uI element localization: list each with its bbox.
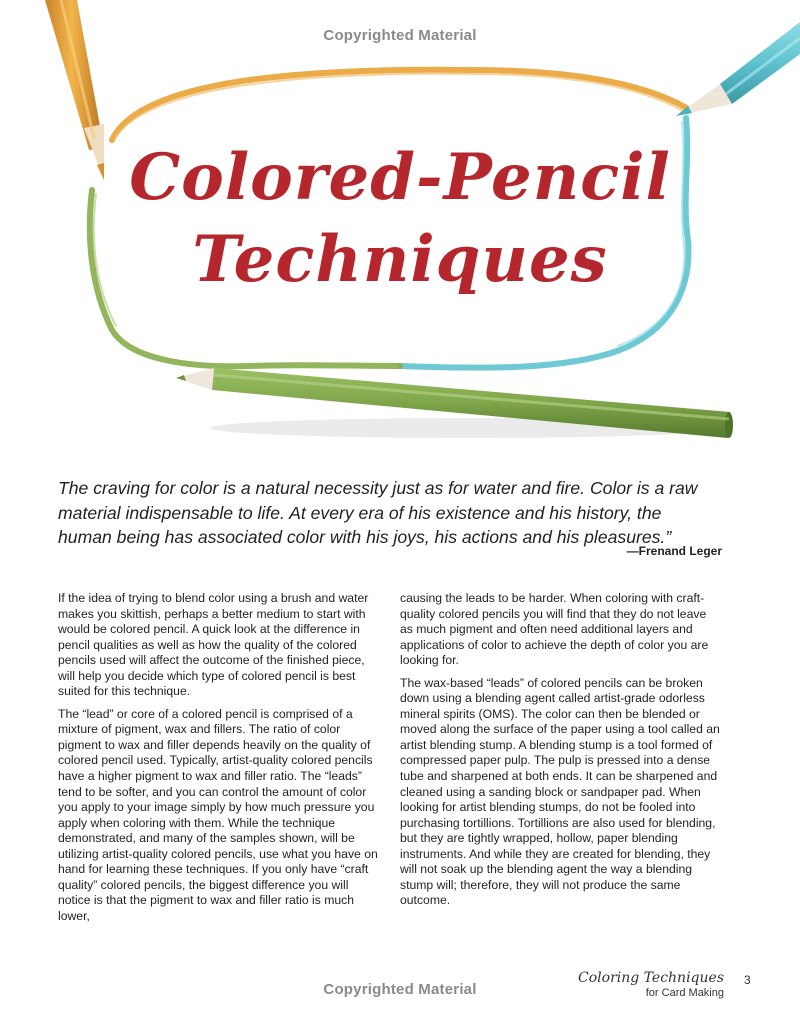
- body-paragraph: If the idea of trying to blend color using a brush and water makes you skittish, perhaps a better medium to start with would be colored pencil. A quick look at the difference in pencil qualities as well as how the quality of the colored pencils used will affect the outcome of the finished piece, will help you decide which type of colored pencil is best suited for this technique.: [58, 591, 369, 699]
- page-title-line-1: Colored-Pencil: [129, 140, 671, 215]
- body-column-left: [58, 591, 378, 931]
- page-title-line-2: Techniques: [192, 222, 608, 297]
- watermark-top: Copyrighted Material: [323, 27, 477, 44]
- footer-book-title: Coloring Techniques: [578, 970, 724, 986]
- watermark-bottom: Copyrighted Material: [323, 981, 477, 998]
- body-paragraph: causing the leads to be harder. When coloring with craft-quality colored pencils you will find that they do not leave as much pigment and often need additional layers and applications of color to achieve the depth of color you are looking for.: [400, 591, 709, 668]
- page-number: 3: [744, 973, 751, 987]
- body-paragraph: The wax-based “leads” of colored pencils can be broken down using a blending agent called artist-grade odorless mineral spirits (OMS). The color can then be blended or moved along the surface of the paper using a tool called an artist blending stump. A blending stump is a tool formed of compressed paper pulp. The pulp is pressed into a dense tube and sharpened at both ends. It can be sharpened and cleaned using a sanding block or sandpaper pad. When looking for artist blending stumps, do not be fooled into purchasing tortillions. Tortillions are also used for blending, but they are tightly wrapped, hollow, paper blending instruments. And while they are created for blending, they will not soak up the blending agent the way a blending stump will; therefore, they will not produce the same outcome.: [400, 675, 720, 908]
- body-column-right: [400, 591, 720, 916]
- footer-book-subtitle: for Card Making: [645, 987, 724, 999]
- quote-author: —Frenand Leger: [626, 544, 722, 558]
- green-pencil-icon: [176, 368, 733, 438]
- teal-pencil-icon: [676, 22, 800, 116]
- body-paragraph: The “lead” or core of a colored pencil is comprised of a mixture of pigment, wax and fillers. The ratio of color pigment to wax and filler depends heavily on the quality of colored pencil used. Typically, artist-quality colored pencils have a higher pigment to wax and filler ratio. The “leads” tend to be softer, and you can control the amount of color you apply to your image simply by how much pressure you apply when coloring with them. While the technique demonstrated, and many of the samples shown, will be utilizing artist-quality colored pencils, use what you have on hand for learning these techniques. If you only have “craft quality” colored pencils, the biggest difference you will notice is that the pigment to wax and filler ratio is much lower,: [58, 706, 378, 923]
- crayon-frame: [90, 70, 690, 368]
- epigraph-quote: The craving for color is a natural necessity just as for water and fire. Color is a raw material indispensable to life. At every era of his existence and his history, the human being has associated color with his joys, his actions and his pleasures.”: [58, 478, 698, 547]
